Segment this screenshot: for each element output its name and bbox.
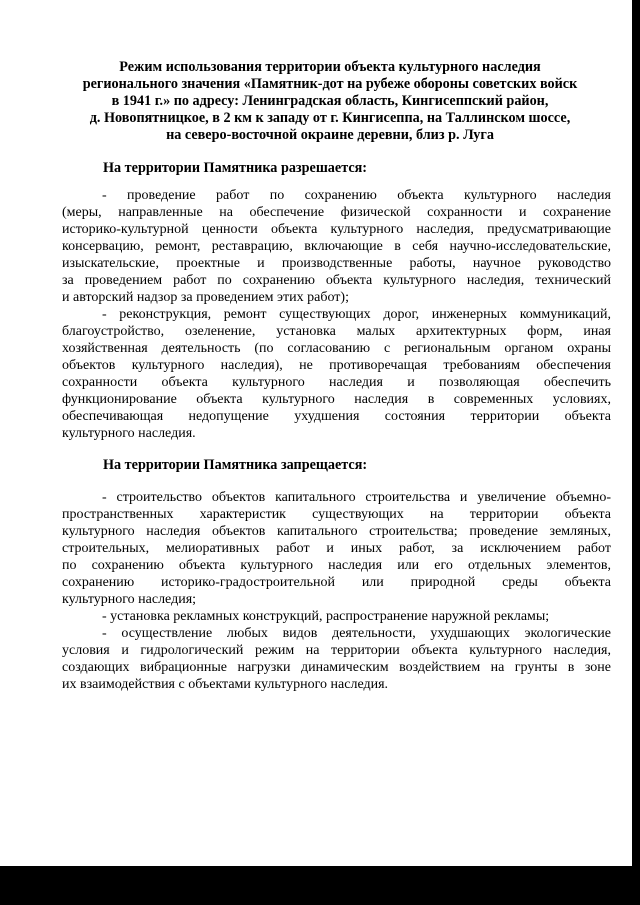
paragraph-line: - проведение работ по сохранению объекта культурного наследия	[102, 188, 611, 203]
title-line: Режим использования территории объекта культурного наследия	[119, 59, 541, 75]
paragraph-line: объектов культурного наследия), не противоречащая требованиям обеспечения	[62, 358, 611, 373]
paragraph-line: сохранению историко-градостроительной или природной среды объекта	[62, 575, 611, 590]
paragraph-line: консервацию, ремонт, реставрацию, включающие в себя научно-исследовательские,	[62, 239, 611, 254]
document-title	[40, 59, 620, 144]
paragraph-line: пространственных характеристик существующих на территории объекта	[62, 507, 611, 522]
allowed-heading: На территории Памятника разрешается:	[103, 160, 368, 176]
paragraph-line: - строительство объектов капитального строительства и увеличение объемно-	[102, 490, 611, 505]
allowed-section	[62, 187, 611, 442]
forbidden-section	[62, 489, 611, 693]
paragraph-line: историко-культурной ценности объекта культурного наследия, предусматривающие	[62, 222, 611, 237]
paragraph-line: хозяйственная деятельность (по согласованию с региональным органом охраны	[62, 341, 611, 356]
paragraph-line: функционирование объекта культурного наследия в современных условиях,	[62, 392, 611, 407]
paragraph-line: - установка рекламных конструкций, распространение наружной рекламы;	[102, 609, 550, 624]
paragraph-line: культурного наследия;	[62, 592, 197, 607]
paragraph-line: культурного наследия.	[62, 426, 196, 441]
paragraph-line: обеспечивающая недопущение ухудшения состояния территории объекта	[62, 409, 611, 424]
paragraph-line: по сохранению объекта культурного наследия или его отдельных элементов,	[62, 558, 611, 573]
title-line: на северо-восточной окраине деревни, близ р. Луга	[166, 127, 494, 143]
paragraph-line: - осуществление любых видов деятельности, ухудшающих экологические	[102, 626, 611, 641]
paragraph-line: сохранности объекта культурного наследия и позволяющая обеспечить	[62, 375, 611, 390]
paragraph-line: за проведением работ по сохранению объекта культурного наследия, технический	[62, 273, 611, 288]
paragraph-line: культурного наследия объектов капитального строительства; проведение земляных,	[62, 524, 611, 539]
paragraph-line: благоустройство, озеленение, установка малых архитектурных форм, иная	[62, 324, 611, 339]
paragraph-line: условия и гидрологический режим на территории объекта культурного наследия,	[62, 643, 611, 658]
title-line: в 1941 г.» по адресу: Ленинградская область, Кингисеппский район,	[111, 93, 549, 109]
paragraph-line: (меры, направленные на обеспечение физической сохранности и сохранение	[62, 205, 611, 220]
title-line: д. Новопятницкое, в 2 км к западу от г. Кингисеппа, на Таллинском шоссе,	[89, 110, 571, 126]
paragraph-line: их взаимодействия с объектами культурного наследия.	[62, 677, 389, 692]
paragraph-line: изыскательские, проектные и производственные работы, научное руководство	[62, 256, 611, 271]
paragraph-line: и авторский надзор за проведением этих работ);	[62, 290, 349, 305]
title-line: регионального значения «Памятник-дот на рубеже обороны советских войск	[82, 76, 578, 92]
paragraph-line: - реконструкция, ремонт существующих дорог, инженерных коммуникаций,	[102, 307, 611, 322]
forbidden-heading: На территории Памятника запрещается:	[103, 457, 368, 473]
paragraph-line: создающих вибрационные нагрузки динамическим воздействием на грунты в зоне	[62, 660, 611, 675]
paragraph-line: строительных, мелиоративных работ и иных работ, за исключением работ	[62, 541, 611, 556]
